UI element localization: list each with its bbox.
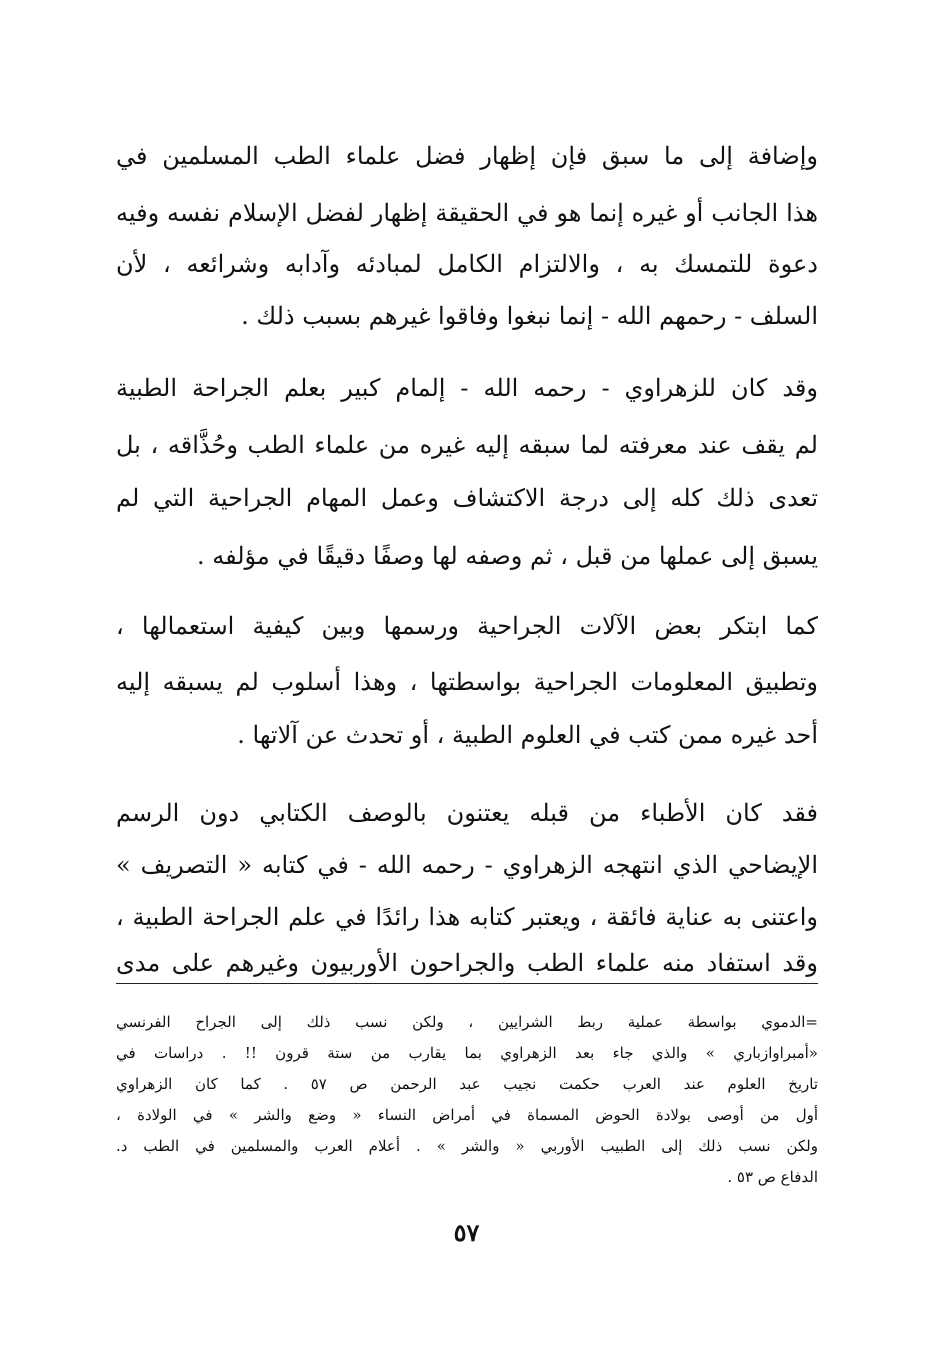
body-line: يسبق إلى عملها من قبل ، ثم وصفه لها وصفًا دقيقًا في مؤلفه .: [196, 542, 818, 570]
footnote-line: =الدموي بواسطة عملية ربط الشرايين ، ولكن نسب ذلك إلى الجراح الفرنسي: [116, 1013, 818, 1031]
footnote-rule: [116, 983, 818, 984]
body-line: فقد كان الأطباء من قبله يعتنون بالوصف الكتابي دون الرسم: [116, 799, 818, 827]
footnote-line: ولكن نسب ذلك إلى الطبيب الأوربي « والشر » . أعلام العرب والمسلمين في الطب د.: [116, 1137, 818, 1155]
footnote-line: الدفاع ص ٥٣ .: [727, 1168, 818, 1186]
body-line: وتطبيق المعلومات الجراحية بواسطتها ، وهذا أسلوب لم يسبقه إليه: [116, 668, 818, 696]
footnote-line: أول من أوصى بولادة الحوض المسماة في أمراض النساء « وضع والشر » في الولادة ،: [116, 1106, 818, 1124]
body-line: وقد استفاد منه علماء الطب والجراحون الأوربيون وغيرهم على مدى: [116, 949, 818, 977]
body-line: دعوة للتمسك به ، والالتزام الكامل لمبادئه وآدابه وشرائعه ، لأن: [116, 250, 818, 278]
footnote-line: «أمبراوازباري » والذي جاء بعد الزهراوي بما يقارب من ستة قرون !! . دراسات في: [116, 1044, 818, 1062]
body-line: واعتنى به عناية فائقة ، ويعتبر كتابه هذا رائدًا في علم الجراحة الطبية ،: [116, 903, 818, 931]
body-line: تعدى ذلك كله إلى درجة الاكتشاف وعمل المهام الجراحية التي لم: [116, 484, 818, 512]
body-line: وقد كان للزهراوي - رحمه الله - إلمام كبير بعلم الجراحة الطبية: [116, 374, 818, 402]
body-line: هذا الجانب أو غيره إنما هو في الحقيقة إظهار لفضل الإسلام نفسه وفيه: [116, 199, 818, 227]
body-line: كما ابتكر بعض الآلات الجراحية ورسمها وبين كيفية استعمالها ،: [116, 612, 818, 640]
body-line: لم يقف عند معرفته لما سبقه إليه غيره من علماء الطب وحُذَّاقه ، بل: [116, 431, 818, 459]
body-line: الإيضاحي الذي انتهجه الزهراوي - رحمه الله - في كتابه « التصريف »: [116, 851, 818, 879]
body-line: أحد غيره ممن كتب في العلوم الطبية ، أو تحدث عن آلاتها .: [237, 721, 818, 749]
footnote-line: تاريخ العلوم عند العرب حكمت نجيب عبد الرحمن ص ٥٧ . كما كان الزهراوي: [116, 1075, 818, 1093]
body-line: السلف - رحمهم الله - إنما نبغوا وفاقوا غيرهم بسبب ذلك .: [241, 302, 818, 330]
page-number: ٥٧: [453, 1218, 480, 1247]
body-line: وإضافة إلى ما سبق فإن إظهار فضل علماء الطب المسلمين في: [116, 142, 818, 170]
